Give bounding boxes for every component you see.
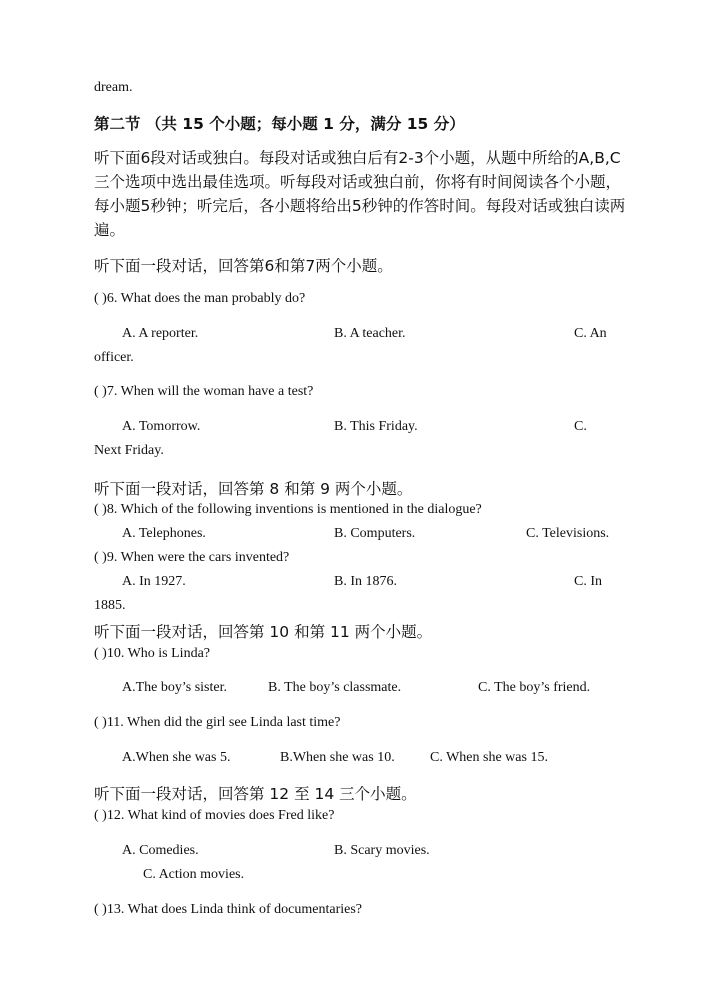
group-heading-3: 听下面一段对话，回答第 10 和第 11 两个小题。	[94, 623, 433, 641]
question-11-option-c: C. When she was 15.	[430, 750, 548, 765]
question-7-option-a: A. Tomorrow.	[122, 419, 201, 434]
fragment-text: dream.	[94, 80, 133, 95]
question-11-stem: ( )11. When did the girl see Linda last time?	[94, 715, 341, 730]
question-10-option-b: B. The boy’s classmate.	[268, 680, 402, 695]
question-12-stem: ( )12. What kind of movies does Fred like?	[94, 808, 335, 823]
question-8-option-c: C. Televisions.	[526, 526, 610, 541]
question-7-option-c: C.	[574, 419, 587, 434]
question-8-stem: ( )8. Which of the following inventions is mentioned in the dialogue?	[94, 502, 482, 517]
question-6-option-c-cont: officer.	[94, 350, 134, 365]
question-6-stem: ( )6. What does the man probably do?	[94, 291, 306, 306]
question-9-option-b: B. In 1876.	[334, 574, 397, 589]
question-6-option-c: C. An	[574, 326, 607, 341]
question-7-option-b: B. This Friday.	[334, 419, 418, 434]
question-10-option-a: A.The boy’s sister.	[122, 680, 227, 695]
section-heading: 第二节 （共 15 个小题；每小题 1 分，满分 15 分）	[94, 115, 465, 133]
question-10-option-c: C. The boy’s friend.	[478, 680, 591, 695]
question-9-option-c-cont: 1885.	[94, 598, 126, 613]
question-12-option-a: A. Comedies.	[122, 843, 199, 858]
question-8-option-b: B. Computers.	[334, 526, 416, 541]
group-heading-2: 听下面一段对话，回答第 8 和第 9 两个小题。	[94, 480, 413, 498]
question-9-option-c: C. In	[574, 574, 602, 589]
question-13-stem: ( )13. What does Linda think of documentaries?	[94, 902, 362, 917]
instructions-paragraph: 听下面6段对话或独白。每段对话或独白后有2-3个小题，从题中所给的A,B,C三个选项中选出最佳选项。听每段对话或独白前，你将有时间阅读各个小题，每小题5秒钟；听完后，各小题将给出5秒钟的作答时间。每段对话或独白读两遍。	[94, 149, 626, 239]
group-heading-1: 听下面一段对话，回答第6和第7两个小题。	[94, 257, 393, 275]
question-9-option-a: A. In 1927.	[122, 574, 186, 589]
question-7-option-c-cont: Next Friday.	[94, 443, 164, 458]
question-6-option-b: B. A teacher.	[334, 326, 406, 341]
question-12-option-b: B. Scary movies.	[334, 843, 430, 858]
question-11-option-a: A.When she was 5.	[122, 750, 231, 765]
group-heading-4: 听下面一段对话，回答第 12 至 14 三个小题。	[94, 785, 417, 803]
question-8-option-a: A. Telephones.	[122, 526, 206, 541]
question-11-option-b: B.When she was 10.	[280, 750, 395, 765]
question-6-option-a: A. A reporter.	[122, 326, 199, 341]
question-7-stem: ( )7. When will the woman have a test?	[94, 384, 314, 399]
question-12-option-c: C. Action movies.	[143, 867, 245, 882]
question-10-stem: ( )10. Who is Linda?	[94, 646, 210, 661]
question-9-stem: ( )9. When were the cars invented?	[94, 550, 290, 565]
